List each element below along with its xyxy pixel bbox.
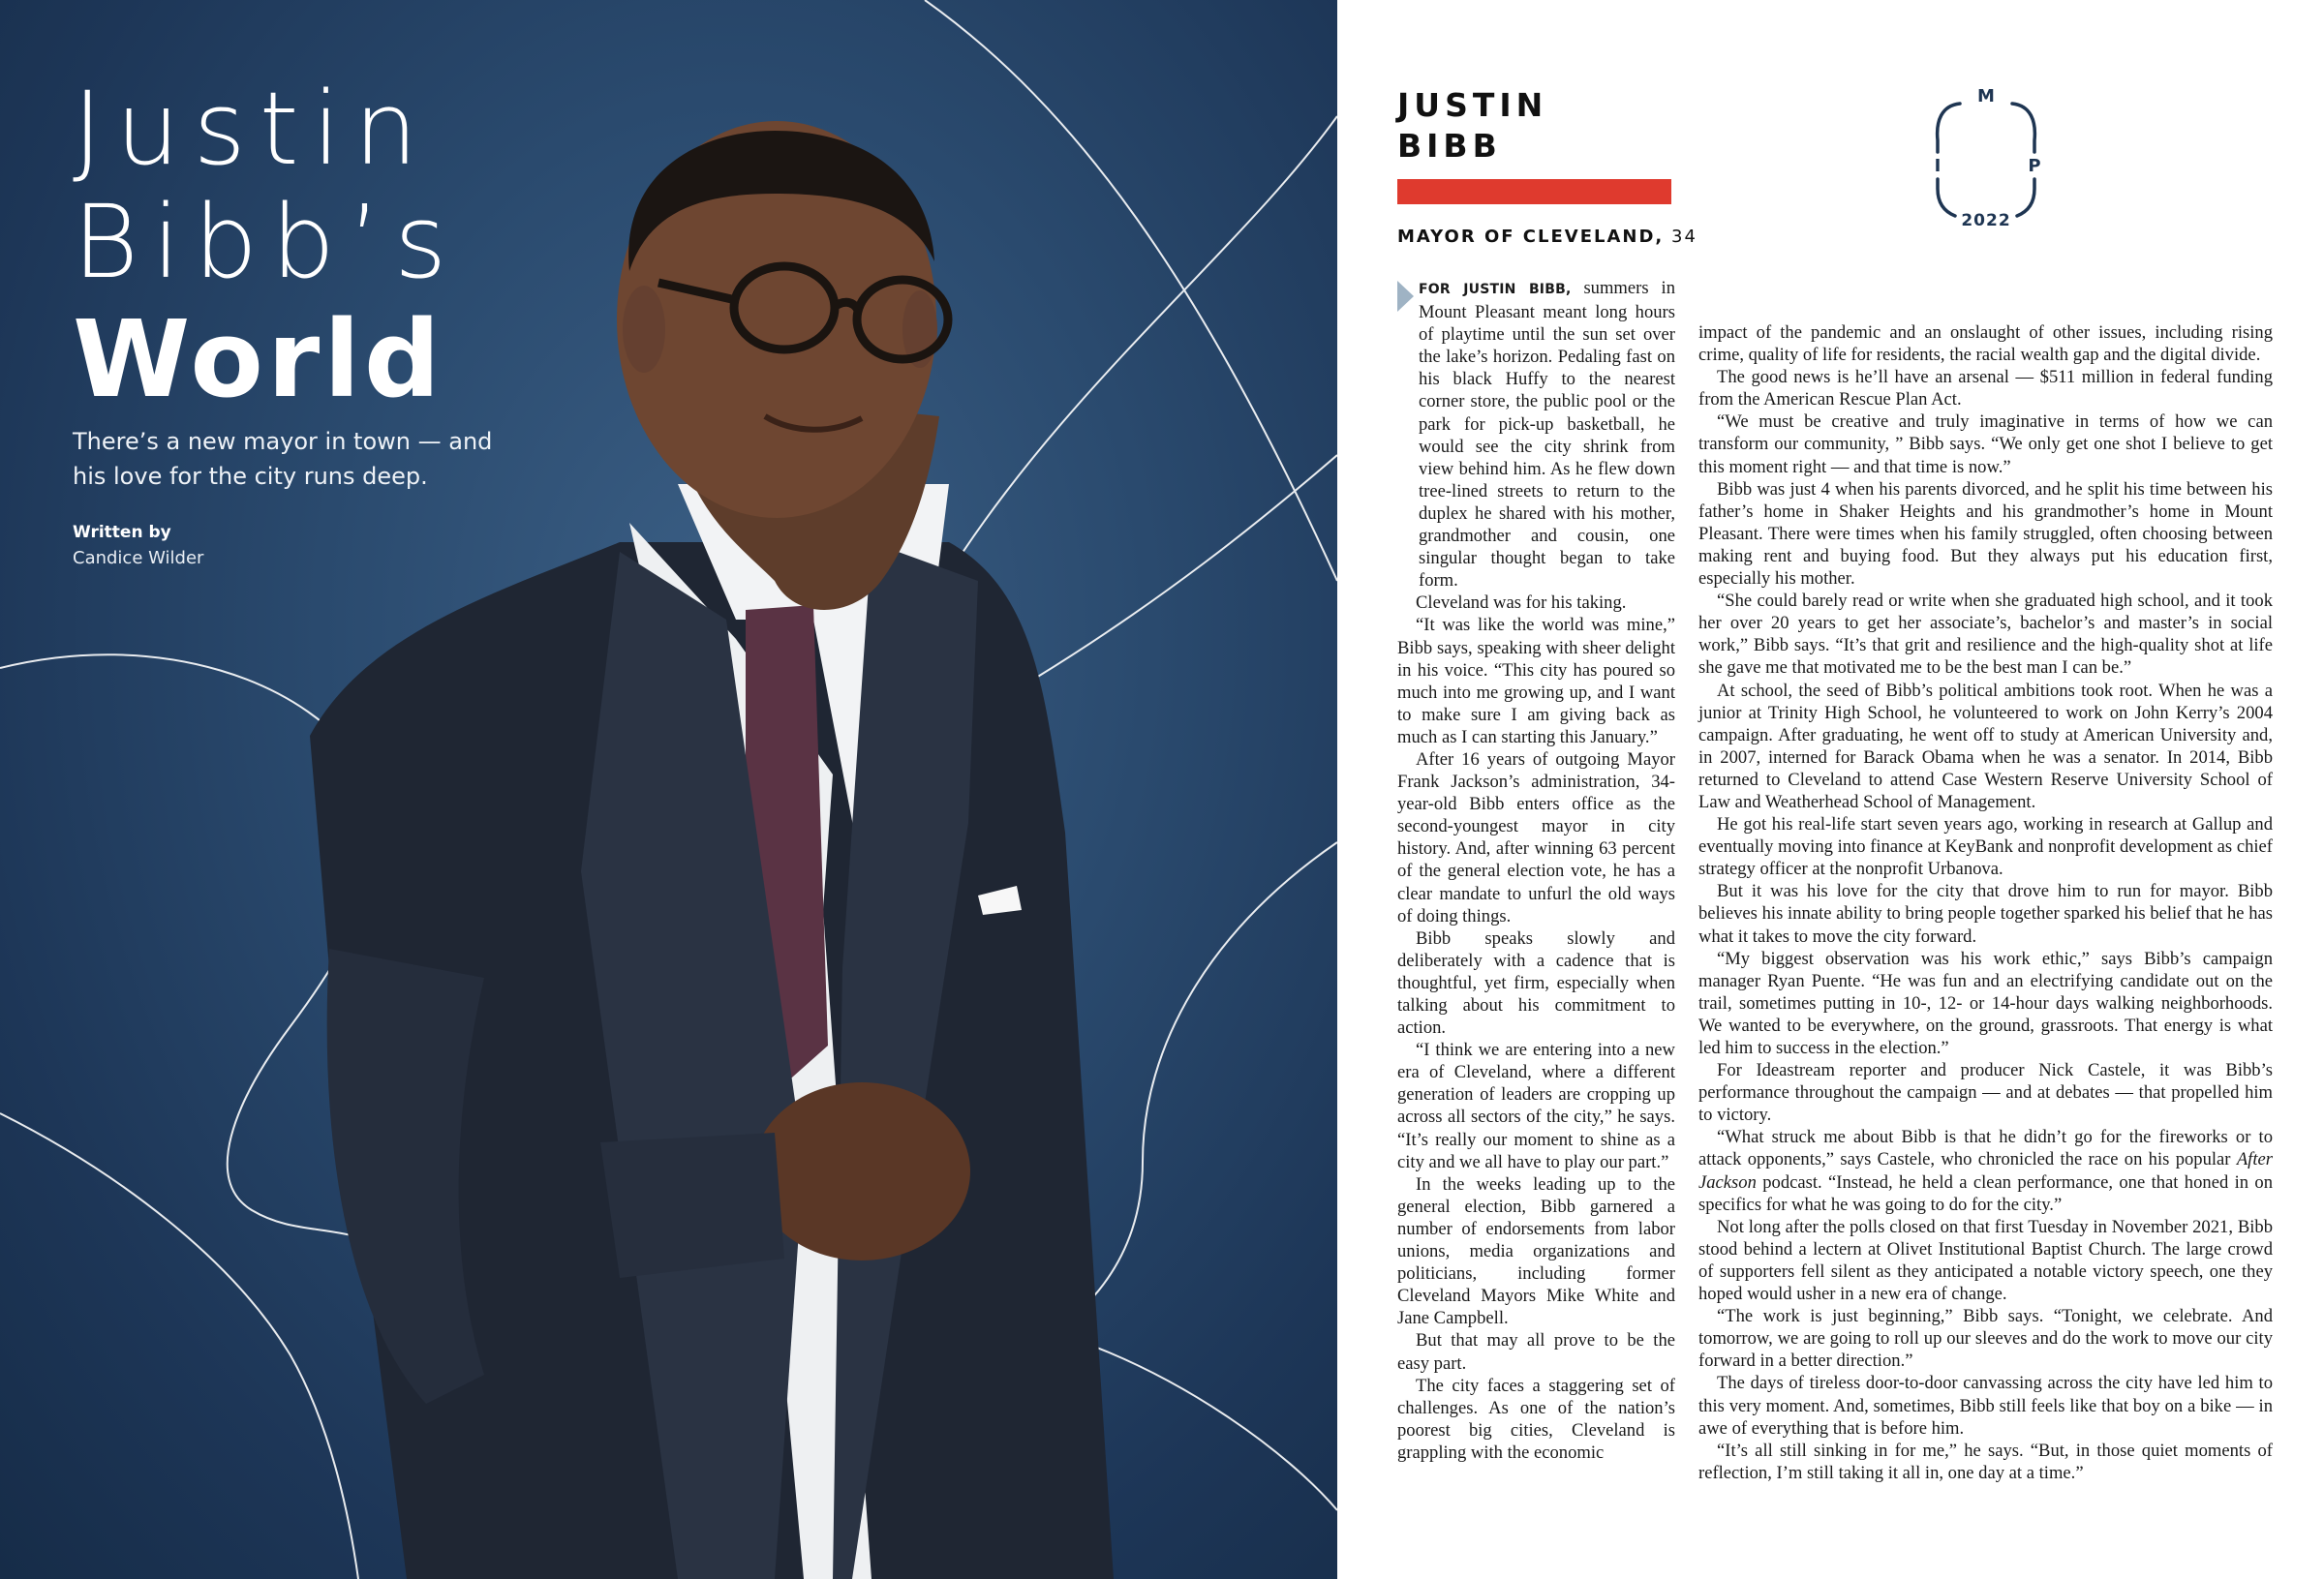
quote-text: “What struck me about Bibb is that he didn’t go for the fireworks or to attack opponents,” says Castele, who chronicled the race on his popular <box>1698 1127 2273 1170</box>
column-2-continuation: impact of the pandemic and an onslaught of other issues, including rising crime, quality of life for residents, the racial wealth gap and the digital divide. <box>1698 322 2273 366</box>
article-paragraph: After 16 years of outgoing Mayor Frank Jackson’s administration, 34-year-old Bibb enters office as the second-youngest mayor in city history. And, after winning 63 percent of the general election vote, he has a clear mandate to unfurl the old ways of doing things. <box>1397 748 1675 926</box>
article-paragraph: For Ideastream reporter and producer Nick Castele, it was Bibb’s performance throughout the campaign — and at debates — that propelled him to victory. <box>1698 1060 2273 1126</box>
badge-year: 2022 <box>1961 211 2011 230</box>
subject-name <box>1397 85 1547 167</box>
article-page <box>1337 0 2324 1579</box>
headline-line-2: Bibb’s <box>73 183 461 301</box>
article-paragraph: He got his real-life start seven years ago, working in research at Gallup and eventually moving into finance at KeyBank and nonprofit development as chief strategy officer at the nonprofit Urbanova. <box>1698 814 2273 880</box>
article-paragraph: “I think we are entering into a new era of Cleveland, where a different generation of leaders are cropping up across all sectors of the city,” he says. “It’s really our moment to shine as a city and we all have to play our part.” <box>1397 1040 1675 1172</box>
article-paragraph: Cleveland was for his taking. <box>1416 592 1627 614</box>
article-paragraph: Bibb speaks slowly and deliberately with a cadence that is thoughtful, yet firm, especially when talking about his commitment to action. <box>1397 927 1675 1039</box>
article-paragraph: “She could barely read or write when she graduated high school, and it took her over 20 years to get her associate’s, bachelor’s and master’s in social work,” Bibb says. “It’s that grit and resilience and the high-quality shot at life she gave me that motivated me to be the best man I can be.” <box>1698 591 2273 679</box>
quote-text: podcast. “Instead, he held a clean performance, one that honed in on specifics for what he was going to do for the city.” <box>1698 1171 2273 1215</box>
article-paragraph: Not long after the polls closed on that first Tuesday in November 2021, Bibb stood behind a lectern at Olivet Institutional Baptist Church. The large crowd of supporters fell silent as they anticipated a notable victory speech, one they hoped would usher in a new era of change. <box>1698 1216 2273 1305</box>
lead-paragraph <box>1397 277 1675 592</box>
headline-line-1: Justin <box>73 70 432 188</box>
byline-label: Written by <box>73 523 171 542</box>
article-paragraph: The city faces a staggering set of challenges. As one of the nation’s poorest big cities, Cleveland is grappling with the economic <box>1397 1375 1675 1463</box>
byline-author: Candice Wilder <box>73 548 204 568</box>
article-paragraph: But that may all prove to be the easy part. <box>1397 1330 1675 1374</box>
lead-in: FOR JUSTIN BIBB, <box>1419 282 1572 297</box>
headline-line-3: World <box>73 297 444 421</box>
deck-subtitle: There’s a new mayor in town — and his love for the city runs deep. <box>73 428 493 490</box>
subject-first-name: JUSTIN <box>1397 86 1548 124</box>
article-paragraph: “My biggest observation was his work ethic,” says Bibb’s campaign manager Ryan Puente. “He was fun and an electrifying candidate out on the trail, sometimes putting in 10-, 12- or 14-hour days walking neighborhoods. We wanted to be everywhere, on the ground, grassroots. That energy is what led him to success in the election.” <box>1698 948 2273 1058</box>
subject-last-name: BIBB <box>1397 127 1502 165</box>
article-paragraph: But it was his love for the city that drove him to run for mayor. Bibb believes his innate ability to bring people together sparked his belief that he has what it takes to move the city forward. <box>1698 881 2273 947</box>
podcast-title: After Jackson <box>1698 1149 2273 1193</box>
badge-letter-m: M <box>1977 86 1995 106</box>
headline <box>73 70 461 421</box>
role-title: MAYOR OF CLEVELAND, <box>1397 227 1665 247</box>
subject-role <box>1397 227 1697 247</box>
lead-paragraph-text: summers in Mount Pleasant meant long hours of playtime until the sun set over the lake’s horizon. Pedaling fast on his black Huffy to the nearest corner store, the public pool or the park for pick-up basketball, he would see the city shrink from view behind him. As he flew down tree-lined streets to return to the duplex he shared with his mother, grandmother and cousin, one singular thought began to take form. <box>1419 278 1675 592</box>
article-paragraph: The good news is he’ll have an arsenal — $511 million in federal funding from the American Rescue Plan Act. <box>1698 367 2273 410</box>
article-column-1 <box>1397 277 1675 1464</box>
badge-letter-i: I <box>1934 156 1942 176</box>
badge-letter-p: P <box>2028 156 2041 176</box>
article-paragraph: “It was like the world was mine,” Bibb says, speaking with sheer delight in his voice. “This city has poured so much into me growing up, and I want to make sure I am giving back as much as I can starting this January.” <box>1397 615 1675 747</box>
mip-badge <box>1928 82 2044 237</box>
article-paragraph: “We must be creative and truly imaginative in terms of how we can transform our community, ” Bibb says. “We only get one shot I believe to get this moment right — and that time is now.” <box>1698 411 2273 477</box>
article-paragraph: The days of tireless door-to-door canvassing across the city have led him to this very moment. And, sometimes, Bibb still feels like that boy on a bike — in awe of everything that is before him. <box>1698 1373 2273 1439</box>
role-age: 34 <box>1664 227 1697 247</box>
article-paragraph: Bibb was just 4 when his parents divorced, and he split his time between his father’s home in Shaker Heights and his grandmother’s home in Mount Pleasant. There were times when his family struggled, often choosing between making rent and buying food. But they always put his education first, especially his mother. <box>1698 478 2273 590</box>
article-paragraph: “The work is just beginning,” Bibb says. “Tonight, we celebrate. And tomorrow, we are going to roll up our sleeves and do the work to move our city forward in a better direction.” <box>1698 1306 2273 1372</box>
accent-bar <box>1397 179 1671 204</box>
article-paragraph: At school, the seed of Bibb’s political ambitions took root. When he was a junior at Trinity High School, he volunteered to work on John Kerry’s 2004 campaign. After graduating, he went off to study at American University and, in 2007, interned for Barack Obama when he was a senator. In 2014, Bibb returned to Cleveland to attend Case Western Reserve University School of Law and Weatherhead School of Management. <box>1698 680 2273 812</box>
article-paragraph <box>1698 1126 2273 1215</box>
article-paragraph: “It’s all still sinking in for me,” he says. “But, in those quiet moments of reflection, I’m still taking it all in, one day at a time.” <box>1698 1440 2273 1483</box>
article-paragraph: In the weeks leading up to the general election, Bibb garnered a number of endorsements from labor unions, media organizations and politicians, including former Cleveland Mayors Mike White and Jane Campbell. <box>1397 1173 1675 1329</box>
article-column-2 <box>1698 321 2273 1484</box>
